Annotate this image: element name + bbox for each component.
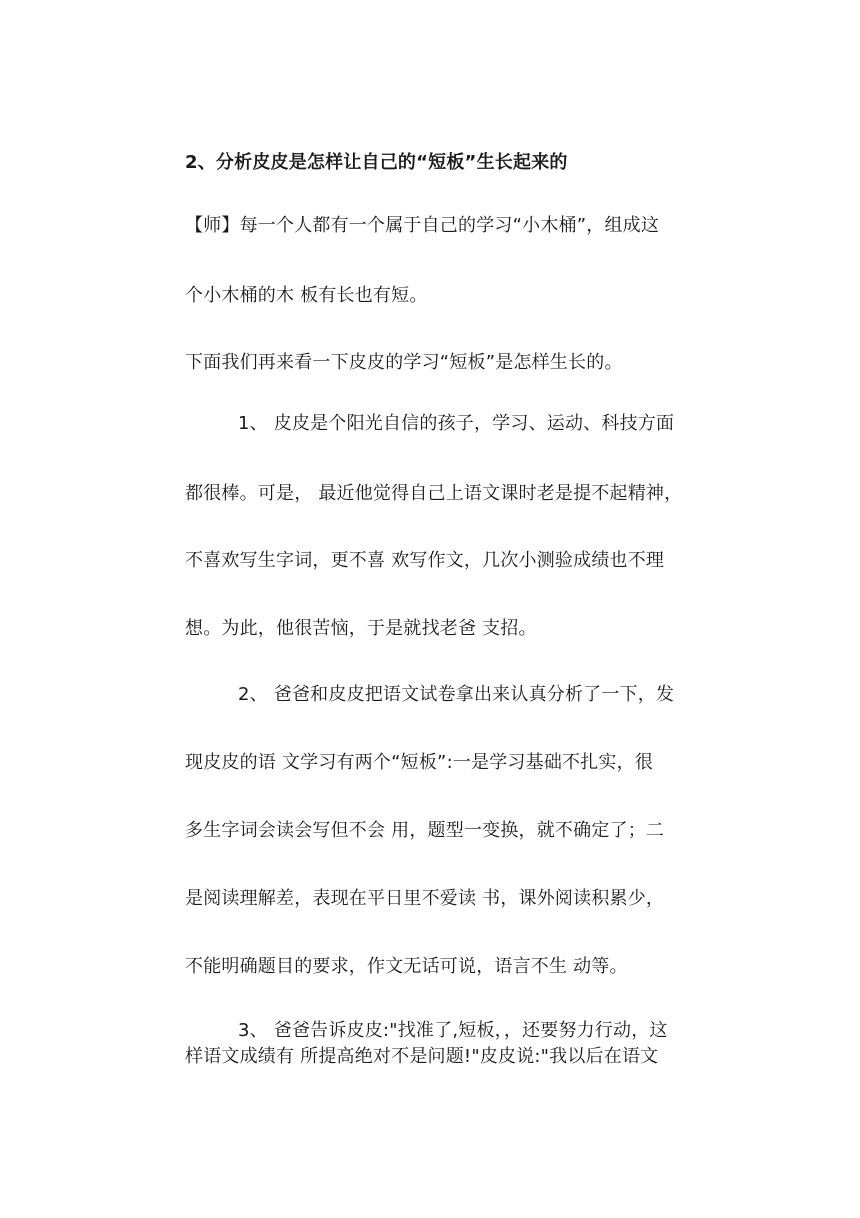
- paragraph-1-line-4: 想。为此，他很苦恼，于是就找老爸 支招。: [185, 618, 537, 639]
- text-line-3: 下面我们再来看一下皮皮的学习“短板”是怎样生长的。: [185, 352, 623, 373]
- paragraph-2-line-1: 2、 爸爸和皮皮把语文试卷拿出来认真分析了一下，发: [238, 684, 675, 705]
- paragraph-3-line-1: 3、 爸爸告诉皮皮:"找准了,短板，，还要努力行动，这: [238, 1020, 668, 1041]
- text-line-2: 个小木桶的木 板有长也有短。: [185, 285, 428, 306]
- section-heading: 2、分析皮皮是怎样让自己的“短板”生长起来的: [185, 152, 568, 173]
- paragraph-2-line-5: 不能明确题目的要求，作文无话可说，语言不生 动等。: [185, 956, 628, 977]
- paragraph-2-line-4: 是阅读理解差，表现在平日里不爱读 书，课外阅读积累少，: [185, 888, 665, 909]
- paragraph-1-line-3: 不喜欢写生字词，更不喜 欢写作文，几次小测验成绩也不理: [185, 550, 665, 571]
- paragraph-1-line-1: 1、 皮皮是个阳光自信的孩子，学习、运动、科技方面: [238, 413, 675, 434]
- paragraph-2-line-2: 现皮皮的语 文学习有两个“短板”:一是学习基础不扎实，很: [185, 752, 654, 773]
- text-line-1: 【师】每一个人都有一个属于自己的学习“小木桶”，组成这: [185, 215, 660, 236]
- paragraph-1-line-2: 都很棒。可是， 最近他觉得自己上语文课时老是提不起精神，: [185, 483, 683, 504]
- paragraph-3-line-2: 样语文成绩有 所提高绝对不是问题!"皮皮说:"我以后在语文: [185, 1046, 659, 1067]
- paragraph-2-line-3: 多生字词会读会写但不会 用，题型一变换，就不确定了；二: [185, 820, 665, 841]
